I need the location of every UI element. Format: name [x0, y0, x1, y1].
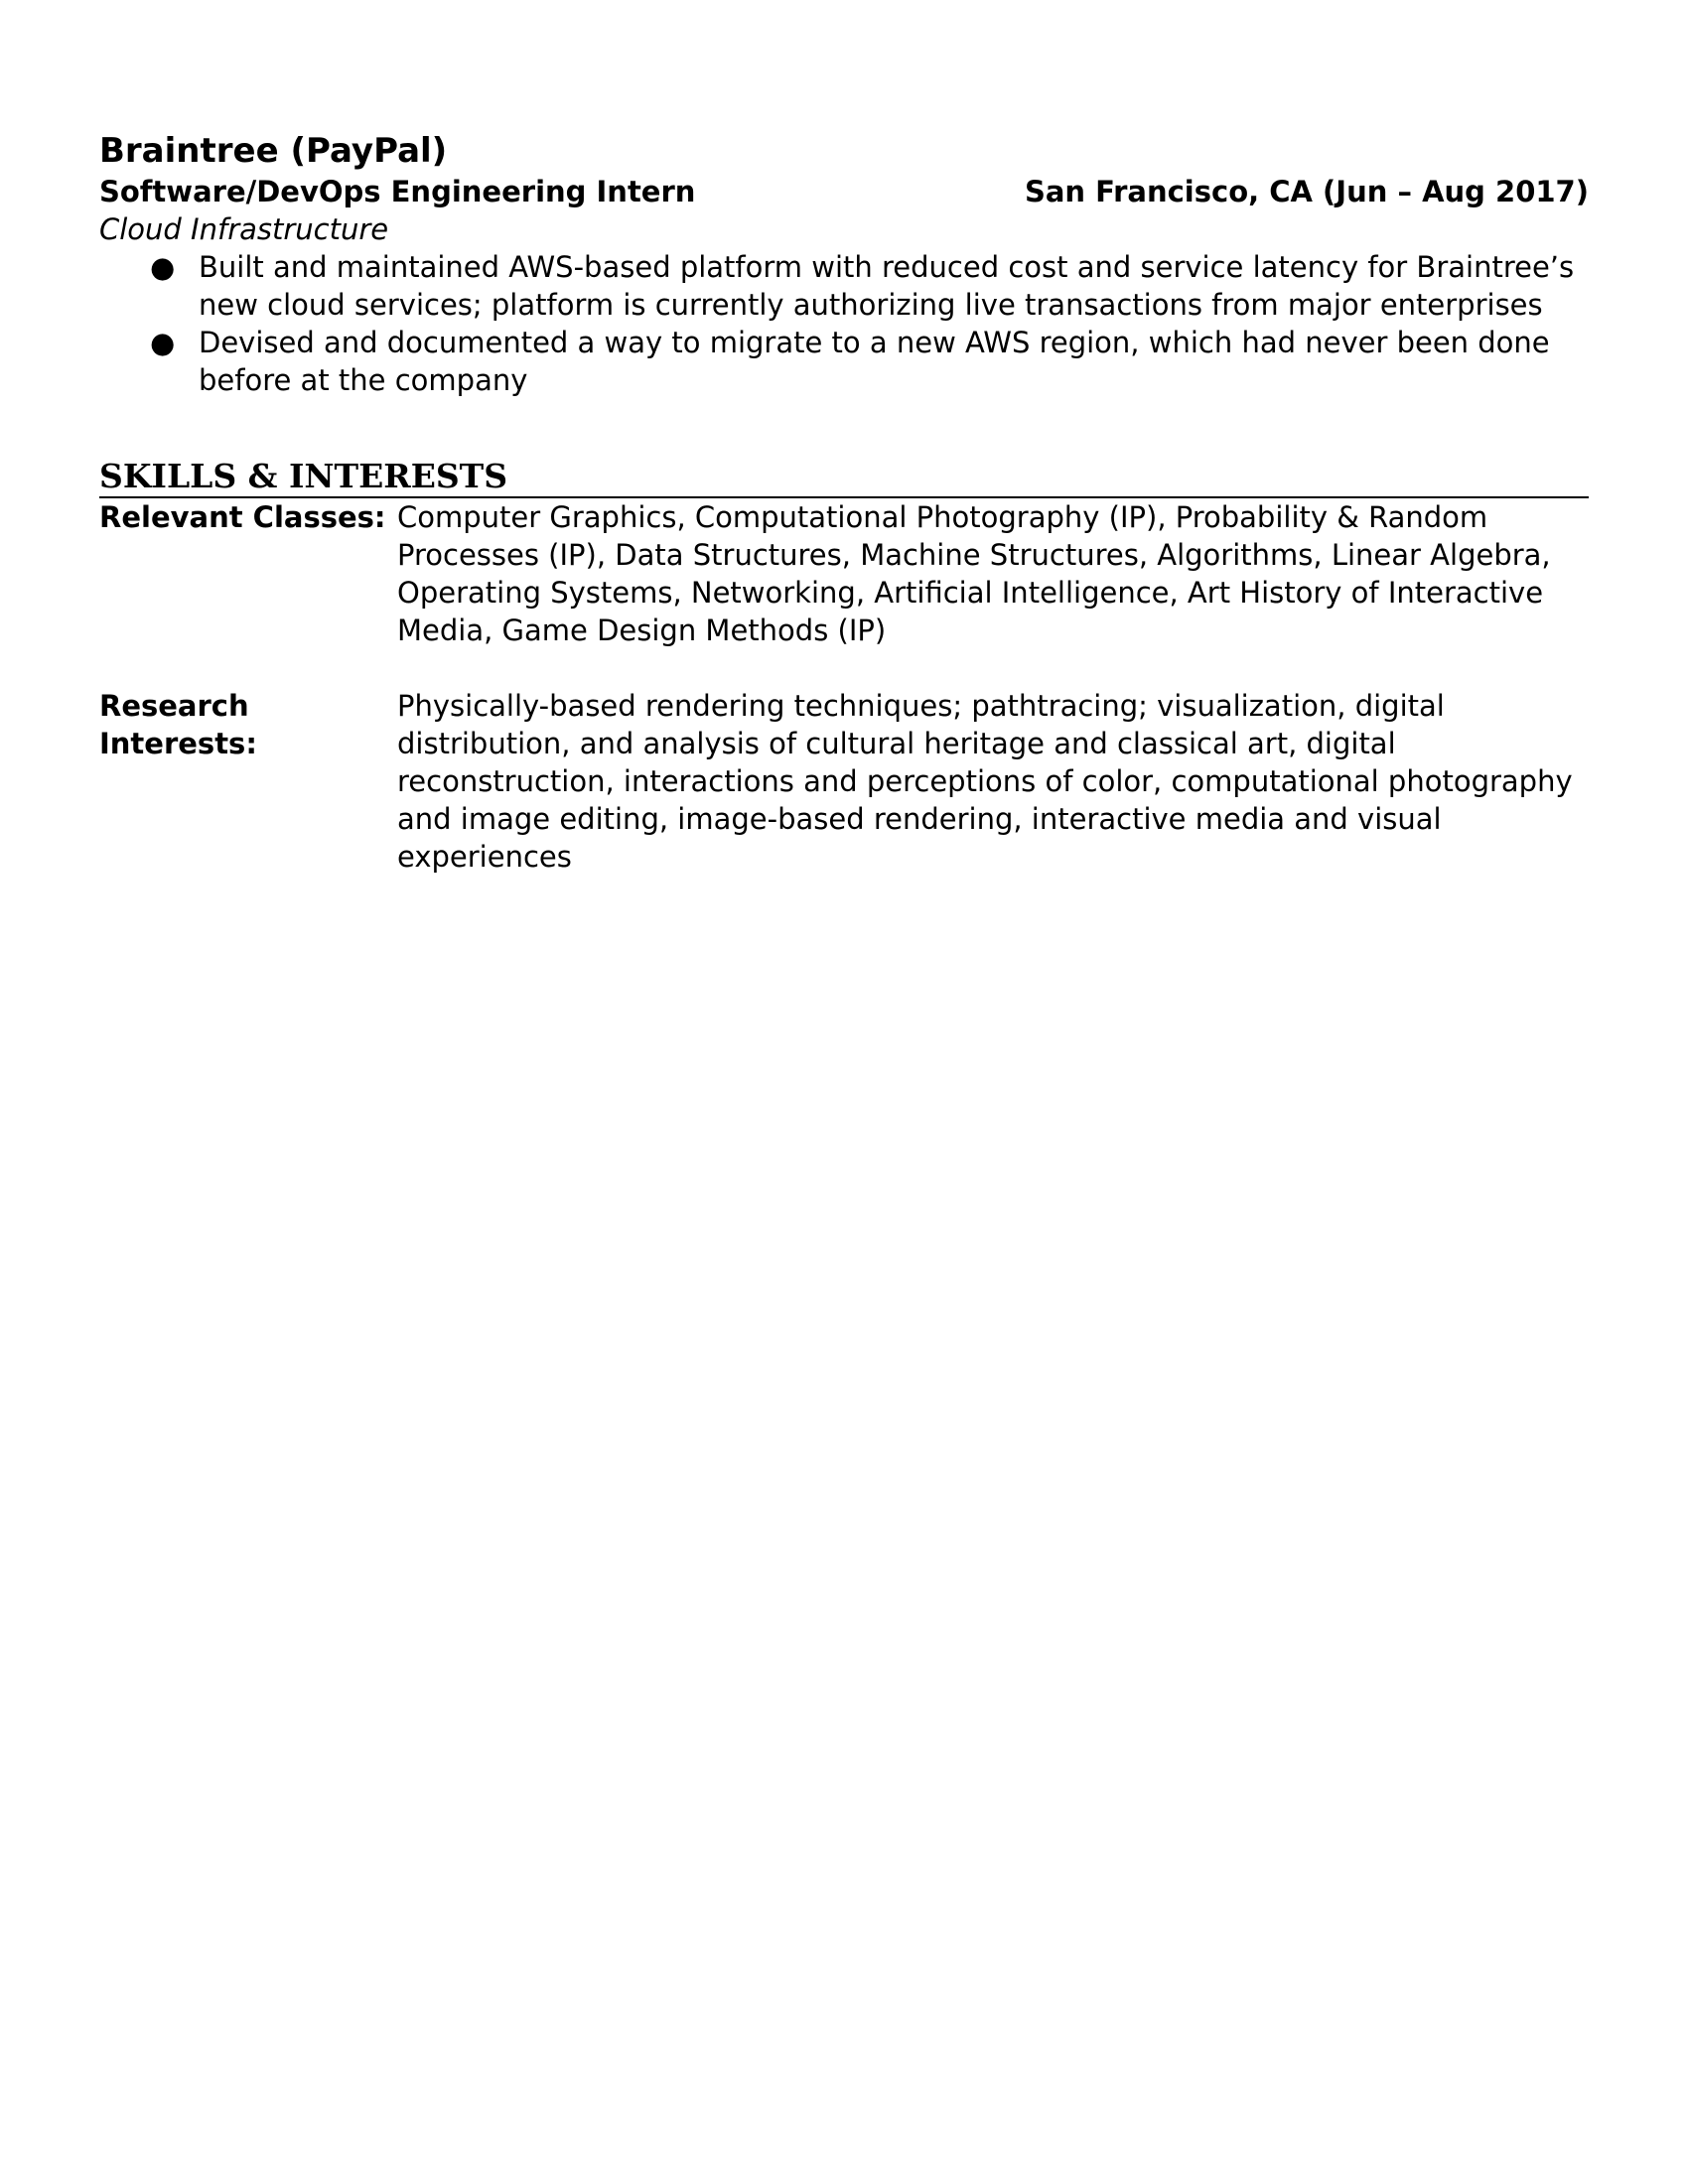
skill-value: Computer Graphics, Computational Photography (IP), Probability & Random Processes (IP), Data Structures, Machine Structures, Algorithms, Linear Algebra, Operating Systems, Networking, Artificial Intelligence, Art History of Interactive Media, Game Design Methods (IP) — [397, 500, 1551, 647]
experience-bullets — [99, 248, 1589, 399]
skill-label: Research Interests: — [99, 689, 257, 760]
bullet-text: Built and maintained AWS-based platform with reduced cost and service latency for Braintree’s new cloud services; platform is currently authorizing live transactions from major enterprises — [199, 250, 1575, 322]
role-row — [99, 173, 1589, 210]
bullet-item — [99, 324, 1589, 399]
skill-row-classes — [99, 498, 1589, 649]
skill-row-research — [99, 687, 1589, 876]
section-heading-skills: SKILLS & INTERESTS — [99, 457, 1589, 498]
team-name: Cloud Infrastructure — [99, 212, 389, 246]
bullet-icon: ● — [150, 250, 176, 284]
resume-page — [99, 129, 1589, 876]
job-location-dates: San Francisco, CA (Jun – Aug 2017) — [1024, 175, 1589, 208]
company-name: Braintree (PayPal) — [99, 131, 448, 171]
skill-value: Physically-based rendering techniques; pathtracing; visualization, digital distribution, and analysis of cultural heritage and classical art, digital reconstruction, interactions and perceptions of color, computational photography and image editing, image-based rendering, interactive media and visual experiences — [397, 689, 1573, 874]
skill-label: Relevant Classes: — [99, 500, 386, 534]
bullet-item — [99, 248, 1589, 324]
bullet-text: Devised and documented a way to migrate to a new AWS region, which had never been done before at the company — [199, 326, 1550, 397]
bullet-icon: ● — [150, 326, 176, 359]
job-title: Software/DevOps Engineering Intern — [99, 175, 696, 208]
